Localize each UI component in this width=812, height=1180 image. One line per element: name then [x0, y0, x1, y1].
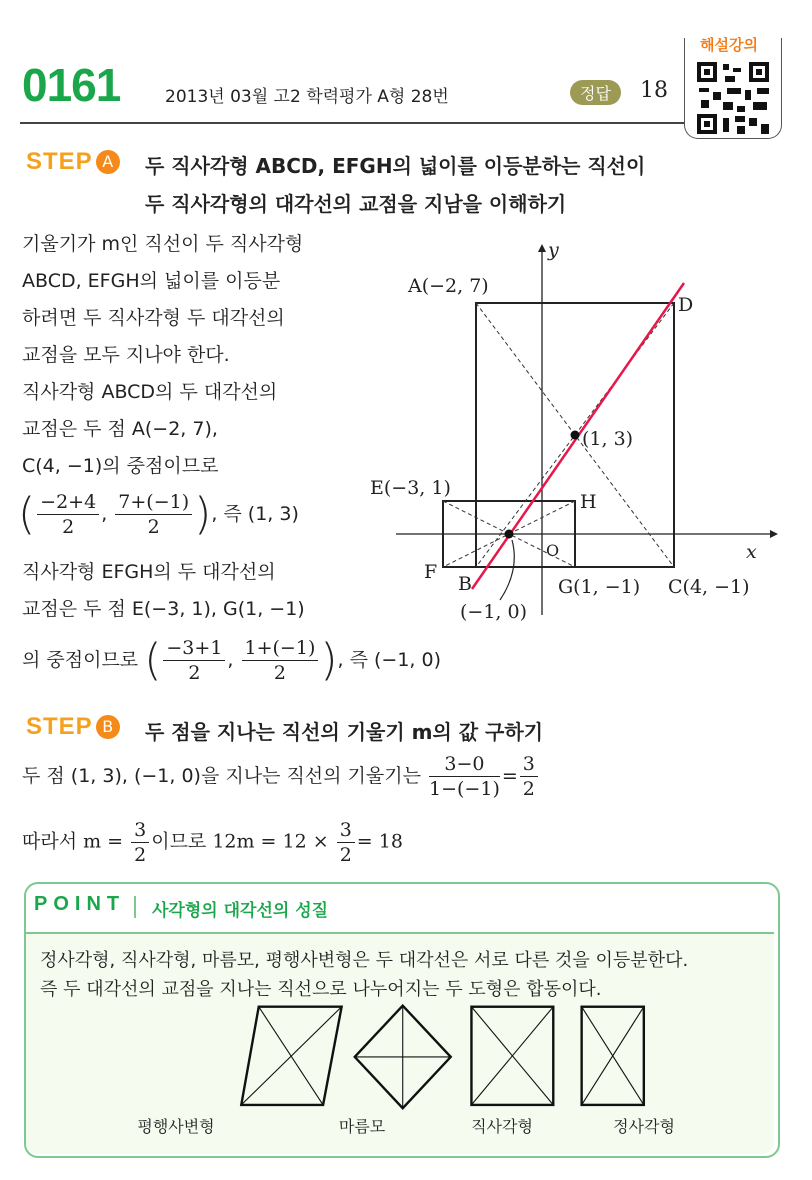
step-label: STEP — [26, 148, 93, 175]
y-axis-arrow-icon — [538, 244, 546, 252]
text-line: 교점은 두 점 A(−2, 7), — [22, 418, 218, 440]
text-line: 기울기가 m인 직선이 두 직사각형 — [22, 233, 304, 255]
midpoint-result: , 즉 (1, 3) — [211, 503, 299, 525]
midpoint-result: , 즉 (−1, 0) — [337, 649, 442, 671]
fraction: $\frac{7+(-1)}{2}$ — [115, 490, 192, 539]
fraction: $\frac{3}{2}$ — [337, 818, 355, 867]
point-text — [40, 946, 688, 1004]
text-line: 교점은 두 점 E(−3, 1), G(1, −1) — [22, 598, 305, 620]
fraction: $\frac{3-0}{1-(-1)}$ — [429, 753, 500, 800]
text-line: ABCD, EFGH의 넓이를 이등분 — [22, 270, 281, 292]
label-square: 정사각형 — [613, 1117, 675, 1136]
fraction: $\frac{1+(-1)}{2}$ — [242, 636, 319, 685]
text-line: 정사각형, 직사각형, 마름모, 평행사변형은 두 대각선은 서로 다른 것을 이등분한다. — [40, 950, 689, 971]
step-b-badge — [26, 713, 120, 741]
fraction: $\frac{-3+1}{2}$ — [163, 636, 225, 685]
point-label: POINT — [34, 893, 126, 915]
step-letter: B — [96, 715, 120, 739]
label-a: A(−2, 7) — [408, 275, 489, 297]
text-line: 교점을 모두 지나야 한다. — [22, 344, 230, 366]
point-divider — [134, 896, 136, 918]
label-c: C(4, −1) — [668, 576, 750, 598]
x-axis-label: x — [746, 541, 757, 563]
quadrilateral-figures — [0, 998, 812, 1118]
text-line: 직사각형 ABCD의 두 대각선의 — [22, 381, 278, 403]
answer-value: 18 — [640, 78, 668, 103]
problem-number: 0161 — [22, 59, 121, 111]
x-axis-arrow-icon — [770, 530, 778, 538]
label-g: G(1, −1) — [558, 576, 641, 598]
label-h: H — [580, 491, 597, 513]
problem-source: 2013년 03월 고2 학력평가 A형 28번 — [165, 87, 449, 107]
slope-calculation: 두 점 (1, 3), (−1, 0)을 지나는 직선의 기울기는 $\frac{3-0}{1-(-1)}$ = $\frac{3}{2}$ — [22, 752, 540, 801]
step-a-title-2: 두 직사각형의 대각선의 교점을 지남을 이해하기 — [145, 192, 567, 216]
label-center-abcd: (1, 3) — [582, 428, 634, 450]
fraction: $\frac{3}{2}$ — [520, 752, 538, 801]
fraction: $\frac{3}{2}$ — [131, 818, 149, 867]
text-line: 하려면 두 직사각형 두 대각선의 — [22, 307, 285, 329]
label-b: B — [458, 573, 472, 595]
step-label: STEP — [26, 713, 93, 740]
intersection-point-abcd — [571, 431, 580, 440]
step-letter: A — [96, 150, 120, 174]
qr-label: 해설강의 — [700, 36, 758, 54]
label-e: E(−3, 1) — [370, 477, 451, 499]
label-parallelogram: 평행사변형 — [137, 1117, 215, 1136]
label-center-efgh: (−1, 0) — [460, 601, 528, 623]
y-axis-label: y — [548, 239, 559, 261]
label-rhombus: 마름모 — [338, 1117, 386, 1136]
point-title: 사각형의 대각선의 성질 — [152, 901, 329, 921]
step-b-title: 두 점을 지나는 직선의 기울기 m의 값 구하기 — [145, 720, 544, 744]
final-answer: 따라서 m = $\frac{3}{2}$ 이므로 12m = 12 × $\frac{3}{2}$ = 18 — [22, 819, 403, 866]
fraction: $\frac{-2+4}{2}$ — [37, 490, 99, 539]
text-line: 즉 두 대각선의 교점을 지나는 직선으로 나누어지는 두 도형은 합동이다. — [40, 979, 602, 1000]
midpoint-efgh: 의 중점이므로 ( $\frac{-3+1}{2}$ , $\frac{1+(-1)}{2}$ ), 즉 (−1, 0) — [22, 634, 442, 686]
step-a-title-1: 두 직사각형 ABCD, EFGH의 넓이를 이등분하는 직선이 — [145, 154, 646, 178]
label-f: F — [424, 561, 438, 583]
pointer-arrow — [500, 540, 514, 600]
label-d: D — [678, 294, 694, 316]
label-rectangle: 직사각형 — [471, 1117, 533, 1136]
text-line: 직사각형 EFGH의 두 대각선의 — [22, 561, 276, 583]
text-line: C(4, −1)의 중점이므로 — [22, 455, 219, 477]
label-origin: O — [546, 541, 560, 560]
midpoint-abcd: ( $\frac{-2+4}{2}$ , $\frac{7+(-1)}{2}$ ), 즉 (1, 3) — [18, 488, 299, 540]
intersection-point-efgh — [505, 530, 514, 539]
answer-badge: 정답 — [570, 80, 621, 105]
